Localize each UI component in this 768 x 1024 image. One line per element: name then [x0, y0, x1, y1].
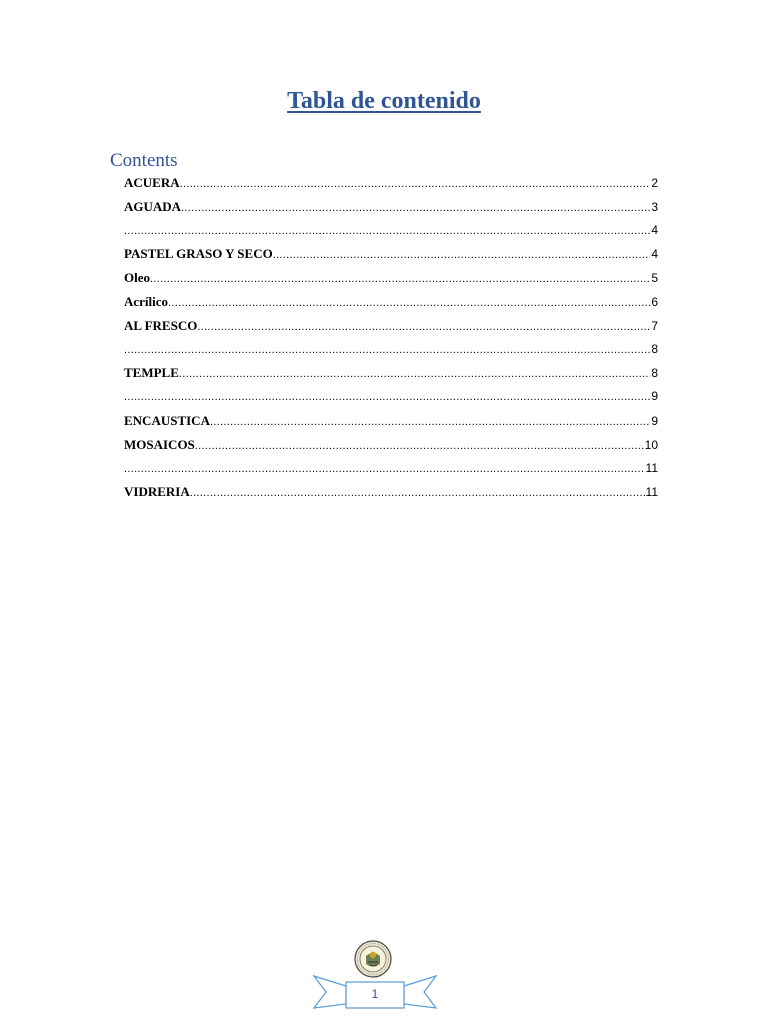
toc-entry[interactable] [124, 219, 658, 243]
toc-entry[interactable] [124, 385, 658, 409]
toc-entry-label: ENCAUSTICA [124, 412, 210, 428]
toc-entry[interactable] [124, 266, 658, 290]
toc-entry-page: 5 [651, 271, 658, 286]
toc-entry-label: TEMPLE [124, 365, 179, 381]
toc-entry-page: 8 [651, 341, 658, 356]
toc-entry[interactable] [124, 290, 658, 314]
page-title: Tabla de contenido [287, 88, 481, 114]
toc-entry-page: 7 [651, 318, 658, 333]
toc-dot-leader [197, 316, 650, 338]
toc-entry[interactable] [124, 195, 658, 219]
toc-entry-label: VIDRERIA [124, 484, 190, 500]
toc-entry[interactable] [124, 314, 658, 338]
toc-entry-page: 11 [645, 485, 658, 500]
toc-entry-page: 10 [644, 437, 658, 452]
toc-dot-leader [180, 173, 651, 195]
toc-dot-leader [210, 411, 650, 433]
toc-entry[interactable] [124, 409, 658, 433]
toc-entry-page: 4 [651, 222, 658, 237]
toc-entry[interactable] [124, 361, 658, 385]
toc-entry-label: ACUERA [124, 175, 180, 190]
toc-entry[interactable] [124, 242, 658, 266]
toc-entry-label: Oleo [124, 270, 150, 286]
toc-dot-leader [124, 458, 645, 481]
toc-heading: Contents [110, 150, 178, 171]
toc-dot-leader [179, 363, 650, 385]
toc-entry[interactable] [124, 433, 658, 457]
toc-entry-page: 9 [651, 413, 658, 428]
toc-entry-label: AGUADA [124, 198, 182, 214]
toc-dot-leader [195, 435, 644, 457]
toc-dot-leader [124, 220, 650, 243]
toc-entry[interactable] [124, 480, 658, 504]
toc-entry-page: 9 [651, 389, 658, 404]
toc-dot-leader [124, 386, 650, 409]
institution-seal-icon [354, 940, 392, 978]
toc-entry-page: 8 [651, 366, 658, 381]
toc-entry[interactable] [124, 171, 658, 195]
toc-entry-label: MOSAICOS [124, 436, 195, 452]
toc-dot-leader [168, 292, 650, 314]
toc-entry-page: 4 [651, 247, 658, 262]
toc-entry-page: 2 [651, 176, 658, 190]
toc-dot-leader [190, 482, 645, 504]
toc-entry-page: 3 [651, 199, 658, 214]
page-number: 1 [371, 987, 379, 1001]
toc-entry[interactable] [124, 457, 658, 481]
toc-entry-label: PASTEL GRASO Y SECO [124, 246, 273, 262]
table-of-contents [124, 171, 658, 504]
toc-entry-page: 11 [645, 460, 658, 475]
toc-entry-label: AL FRESCO [124, 317, 198, 333]
toc-dot-leader [181, 197, 650, 219]
toc-dot-leader [150, 268, 650, 290]
page-footer [0, 938, 768, 1018]
toc-entry[interactable] [124, 338, 658, 362]
toc-dot-leader [273, 244, 651, 266]
toc-dot-leader [124, 339, 650, 362]
toc-entry-label: Acrílico [124, 293, 169, 309]
toc-entry-page: 6 [651, 294, 658, 309]
